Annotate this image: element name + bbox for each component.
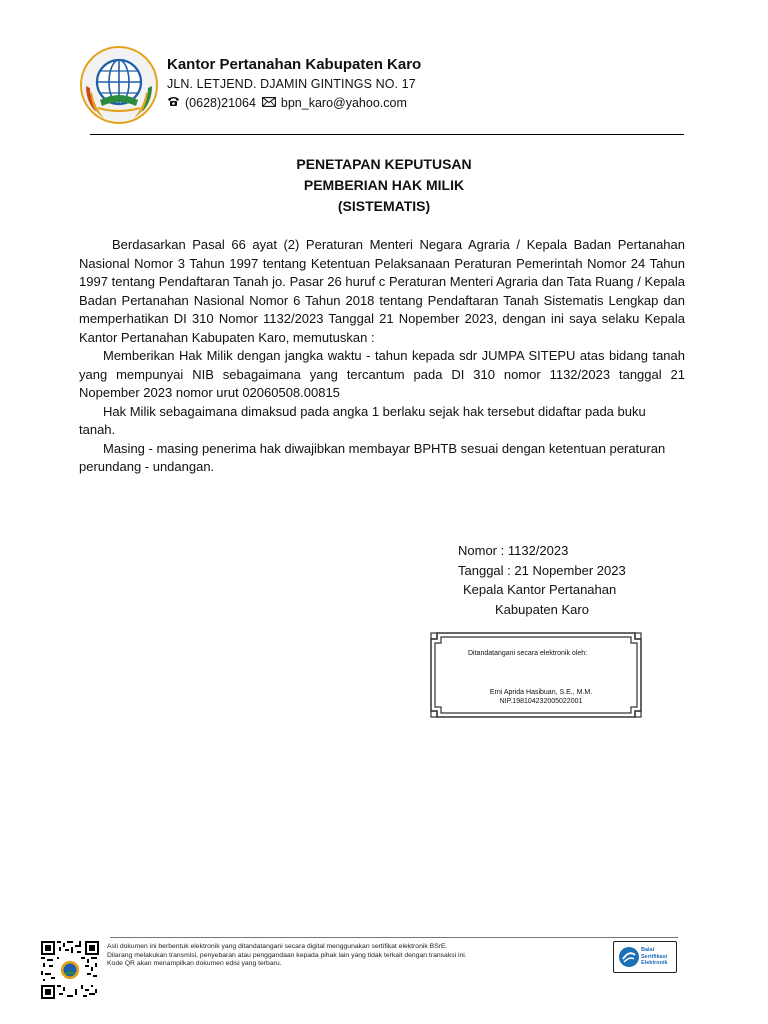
decree-number: Nomor : 1132/2023 <box>458 543 569 558</box>
phone-number: (0628)21064 <box>185 96 256 110</box>
bsre-line-2: Sertifikasi <box>641 953 668 960</box>
disclaimer-line-2: Dilarang melakukan transmisi, penyebaran atau penggandaan kepada pihak lain yang tidak terkait dengan transaksi ini. <box>107 951 467 959</box>
bsre-line-1: Balai <box>641 947 655 953</box>
title-line-1: PENETAPAN KEPUTUSAN <box>296 156 472 172</box>
paragraph-decision-2: Hak Milik sebagaimana dimaksud pada angka 1 berlaku sejak hak tersebut didaftar pada buku tanah. <box>79 403 646 437</box>
paragraph-legal-basis: Berdasarkan Pasal 66 ayat (2) Peraturan Menteri Negara Agraria / Kepala Badan Pertanahan Nasional Nomor 3 Tahun 1997 tentang Ketentuan Pelaksanaan Peraturan Pemerintah Nomor 24 Tahun 1997 tentang Pendaftaran Tanah jo. Pasar 26 huruf c Peraturan Menteri Agraria dan Tata Ruang / Kepala Badan Pertanahan Nasional Nomor 6 Tahun 2018 tentang Pendaftaran Tanah Sistematis Lengkap dan memperhatikan DI 310 Nomor 1132/2023 Tanggal 21 Nopember 2023, dengan ini saya selaku Kepala Kantor Pertanahan Kabupaten Karo, memutuskan : <box>79 237 685 345</box>
signer-position: Kepala Kantor Pertanahan <box>463 582 617 597</box>
paragraph-decision-3: Masing - masing penerima hak diwajibkan membayar BPHTB sesuai dengan ketentuan peraturan perundang - undangan. <box>79 440 666 474</box>
envelope-icon <box>262 96 276 110</box>
paragraph-decision-1: Memberikan Hak Milik dengan jangka waktu - tahun kepada sdr JUMPA SITEPU atas bidang tanah yang mempunyai NIB sebagaimana yang tercantum pada DI 310 nomor 1132/2023 tanggal 21 Nopember 2023 nomor urut 02060508.00815 <box>79 348 685 400</box>
disclaimer-line-3: Kode QR akan menampilkan dokumen edisi yang terbaru. <box>107 960 282 967</box>
decree-date: Tanggal : 21 Nopember 2023 <box>458 562 626 578</box>
disclaimer-line-1: Asli dokumen ini berbentuk elektronik yang ditandatangani secara digital menggunakan sertifikat elektronik BSrE. <box>107 943 448 950</box>
bsre-line-3: Elektronik <box>641 960 668 966</box>
signature-caption: Ditandatangani secara elektronik oleh: <box>468 650 588 657</box>
qr-code-icon[interactable] <box>41 941 99 999</box>
signer-office-place: Kabupaten Karo <box>495 601 589 617</box>
footer-divider <box>110 937 678 938</box>
org-contact <box>167 96 407 110</box>
signer-identity <box>476 688 606 706</box>
phone-icon <box>167 96 180 110</box>
org-name: Kantor Pertanahan Kabupaten Karo <box>167 56 422 73</box>
title-line-3: (SISTEMATIS) <box>337 198 431 214</box>
signature-block <box>458 541 678 619</box>
document-title <box>0 154 768 217</box>
signer-nip: NIP.198104232005022001 <box>499 698 583 705</box>
agency-logo <box>78 44 160 126</box>
title-line-2: PEMBERIAN HAK MILIK <box>303 177 465 193</box>
bsre-logo <box>613 941 677 973</box>
email-address: bpn_karo@yahoo.com <box>280 96 407 110</box>
footer-disclaimer <box>107 943 577 969</box>
org-address: JLN. LETJEND. DJAMIN GINTINGS NO. 17 <box>167 77 416 91</box>
header-divider <box>90 134 684 135</box>
signer-name: Erni Aprida Hasibuan, S.E., M.M. <box>489 689 593 696</box>
decision-body <box>79 236 685 477</box>
